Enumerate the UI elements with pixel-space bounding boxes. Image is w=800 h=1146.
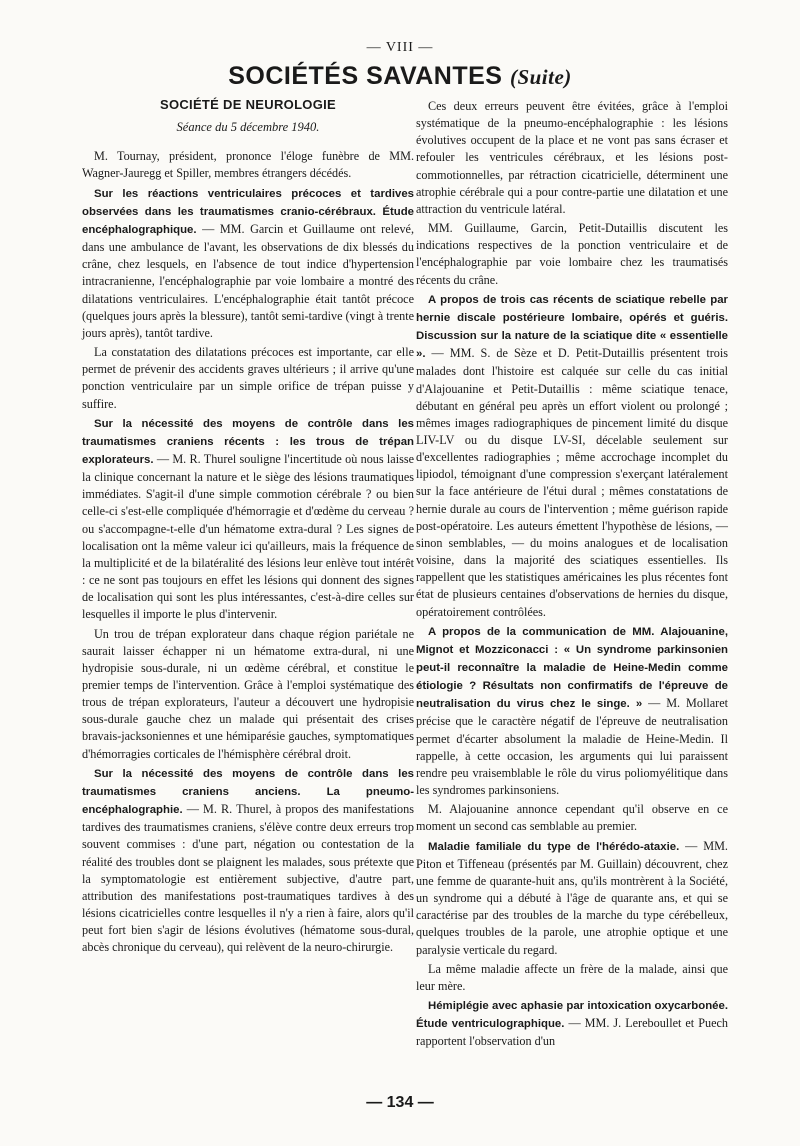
heading-heredo-ataxie: Maladie familiale du type de l'hérédo-ataxie. — [428, 840, 680, 853]
roman-page-number: — VIII — — [366, 40, 434, 55]
body-hemiplegie: — MM. J. Lereboullet et Puech rapportent l'observation d'un — [416, 1016, 728, 1049]
paragraph-dilatations: La constatation des dilatations précoces est importante, car elle permet de prévenir des accidents graves ultérieurs ; il arrive qu'une ponction ventriculaire par un simple orifice de trépan puisse y suffire. — [82, 345, 414, 411]
page-title — [0, 62, 800, 91]
page-number: — 134 — — [366, 1094, 434, 1111]
paragraph-indications-ponction: MM. Guillaume, Garcin, Petit-Dutaillis discutent les indications respectives de la ponction ventriculaire et de l'encéphalographie par voie lombaire chez les traumatisés récents du crâne. — [416, 221, 728, 287]
right-column — [416, 98, 728, 1050]
heading-reactions-ventriculaires: Sur les réactions ventriculaires précoces et tardives observées dans les traumatismes cranio-cérébraux. Étude encéphalographique. — [82, 187, 414, 236]
paragraph-erreurs-evitees: Ces deux erreurs peuvent être évitées, grâce à l'emploi systématique de la pneumo-encéphalographie : les lésions évolutives occupent de la place et ne vont pas sans écraser et refouler les ventricules cérébraux, et les lésions post-commotionnelles, par rétraction cicatricielle, déterminent une atrophie cérébrale qui a pour contre-partie une dilatation et une attraction du ventricule latéral. — [416, 99, 728, 216]
paragraph-sciatique — [416, 291, 728, 621]
paragraph-alajouanine: M. Alajouanine annonce cependant qu'il observe en ce moment un second cas semblable au premier. — [416, 802, 728, 834]
heading-sciatique: A propos de trois cas récents de sciatique rebelle par hernie discale postérieure lombaire, opérés et guéris. Discussion sur la nature de la sciatique dite « essentielle ». — [416, 293, 728, 361]
paragraph-trous-trepan — [82, 415, 414, 624]
paragraph-heine-medin — [416, 623, 728, 800]
paragraph-pneumo-encephalographie — [82, 765, 414, 957]
paragraph-trou-explorateur: Un trou de trépan explorateur dans chaque région pariétale ne saurait laisser échapper ni un hématome extra-dural, ni une hydropisie sous-durale, ni un œdème cérébral, et constitue le premier temps de l'intervention. Grâce à l'emploi systématique des trous de trépan explorateurs, l'auteur a découvert une hydropisie sous-durale gauche chez un malade qui présentait des crises bravais-jacksoniennes et une hémiparésie gauches, symptomatiques d'hémorragies corticales de l'hémisphère cérébral droit. — [82, 626, 414, 761]
page-title-main: SOCIÉTÉS SAVANTES — [228, 62, 503, 90]
left-column — [82, 96, 414, 957]
body-heredo-ataxie: — MM. Piton et Tiffeneau (présentés par M. Guillain) découvrent, chez une femme de quarante-huit ans, qu'ils montrèrent à la Société, un syndrome qui a débuté à l'âge de quarante ans, et qui se caractérise par des troubles de la marche du type cérébelleux, quelques troubles de la parole, une atrophie optique et une paralysie verticale du regard. — [416, 838, 728, 957]
body-reactions-ventriculaires: — MM. Garcin et Guillaume ont relevé, dans une ambulance de l'avant, les observations de dix blessés du crâne, chez lesquels, en l'absence de tout indice d'hypertension intracranienne, l'encéphalographie par voie lombaire a montré des dilatations ventriculaires. L'encéphalographie était tantôt précoce (quelques jours après la blessure), tantôt semi-tardive (vingt à trente jours après), tantôt tardive. — [82, 221, 414, 340]
paragraph-heredo-ataxie — [416, 838, 728, 959]
body-sciatique: — MM. S. de Sèze et D. Petit-Dutaillis présentent trois malades dont l'histoire est calquée sur celle du cas initial d'Alajouanine et Petit-Dutaillis : même sciatique tenace, débutant en général peu après un effort violent ou prolongé ; mêmes images radiographiques de pincement limité du disque LIV-LV ou du disque LV-SI, décelable seulement sur d'excellentes radiographies ; même accrochage incomplet du lipiodol, témoignant d'une compression s'exerçant latéralement sur la face antérieure de l'étui dural ; mêmes constatations de hernie durale au cours de l'intervention ; même guérison rapide post-opératoire. Les auteurs émettent l'hypothèse de lésions, — sinon semblables, — du moins analogues et de localisation voisine, dans la majorité des sciatiques essentielles. Ils rappellent que les statistiques américaines les plus récentes font état de plusieurs centaines d'observations de hernies du disque, opératoirement contrôlées. — [416, 346, 728, 619]
paragraph-hemiplegie — [416, 997, 728, 1050]
heading-pneumo-encephalographie: Sur la nécessité des moyens de contrôle dans les traumatismes craniens anciens. La pneumo-encéphalographie. — [82, 767, 414, 817]
society-name: SOCIÉTÉ DE NEUROLOGIE — [159, 97, 337, 112]
heading-trous-trepan: Sur la nécessité des moyens de contrôle dans les traumatismes craniens récents : les trous de trépan explorateurs. — [82, 417, 414, 466]
body-pneumo-encephalographie: — M. R. Thurel, à propos des manifestations tardives des traumatismes craniens, s'élève contre deux erreurs trop souvent commises : d'une part, négation ou contestation de la réalité des troubles dont se plaignent les malades, sous prétexte que la symptomatologie est entièrement subjective, d'autre part, attribution des manifestations post-traumatiques tardives à des lésions cicatricielles contre lesquelles il n'y a rien à faire, alors qu'il peut fort bien s'agir de lésions évolutives (hématome sous-dural, abcès chronique du cerveau), qui relèvent de la neuro-chirurgie. — [82, 802, 414, 955]
page-title-suite: (Suite) — [509, 65, 572, 89]
seance-date: Séance du 5 décembre 1940. — [176, 120, 320, 135]
body-trous-trepan: — M. R. Thurel souligne l'incertitude où nous laisse la clinique concernant la nature et le siège des lésions traumatiques immédiates. S'agit-il d'une simple commotion cérébrale ? ou bien celle-ci s'est-elle compliquée d'hémorragie et d'œdème du cerveau ? ou s'accompagne-t-elle d'un hématome extra-dural ? Les signes de localisation ont la même valeur ici qu'ailleurs, mais la fréquence de la multiplicité et de la bilatéralité des lésions leur enlève tout intérêt : ce ne sont pas toujours en effet les lésions qui donnent des signes de localisation qui sont les plus intéressantes, c'est-à-dire celles sur lesquelles il importe le plus d'intervenir. — [82, 451, 414, 622]
paragraph-tournay: M. Tournay, président, prononce l'éloge funèbre de MM. Wagner-Jauregg et Spiller, membres étrangers décédés. — [82, 149, 414, 181]
heading-hemiplegie: Hémiplégie avec aphasie par intoxication oxycarbonée. Étude ventriculographique. — [416, 999, 728, 1031]
body-heine-medin: — M. Mollaret précise que le caractère négatif de l'épreuve de neutralisation permet d'écarter absolument la maladie de Heine-Medin. Il rappelle, à cette occasion, les arguments qui lui paraissent rendre peu vraisemblable le rôle du virus poliomyélitique dans les syndromes parkinsoniens. — [416, 696, 728, 798]
heading-heine-medin: A propos de la communication de MM. Alajouanine, Mignot et Mozziconacci : « Un syndrome parkinsonien peut-il reconnaître la maladie de Heine-Medin comme étiologie ? Résultats non confirmatifs de l'épreuve de neutralisation du virus chez le singe. » — [416, 625, 728, 711]
paragraph-reactions-ventriculaires — [82, 185, 414, 342]
paragraph-frere-malade: La même maladie affecte un frère de la malade, ainsi que leur mère. — [416, 961, 728, 993]
